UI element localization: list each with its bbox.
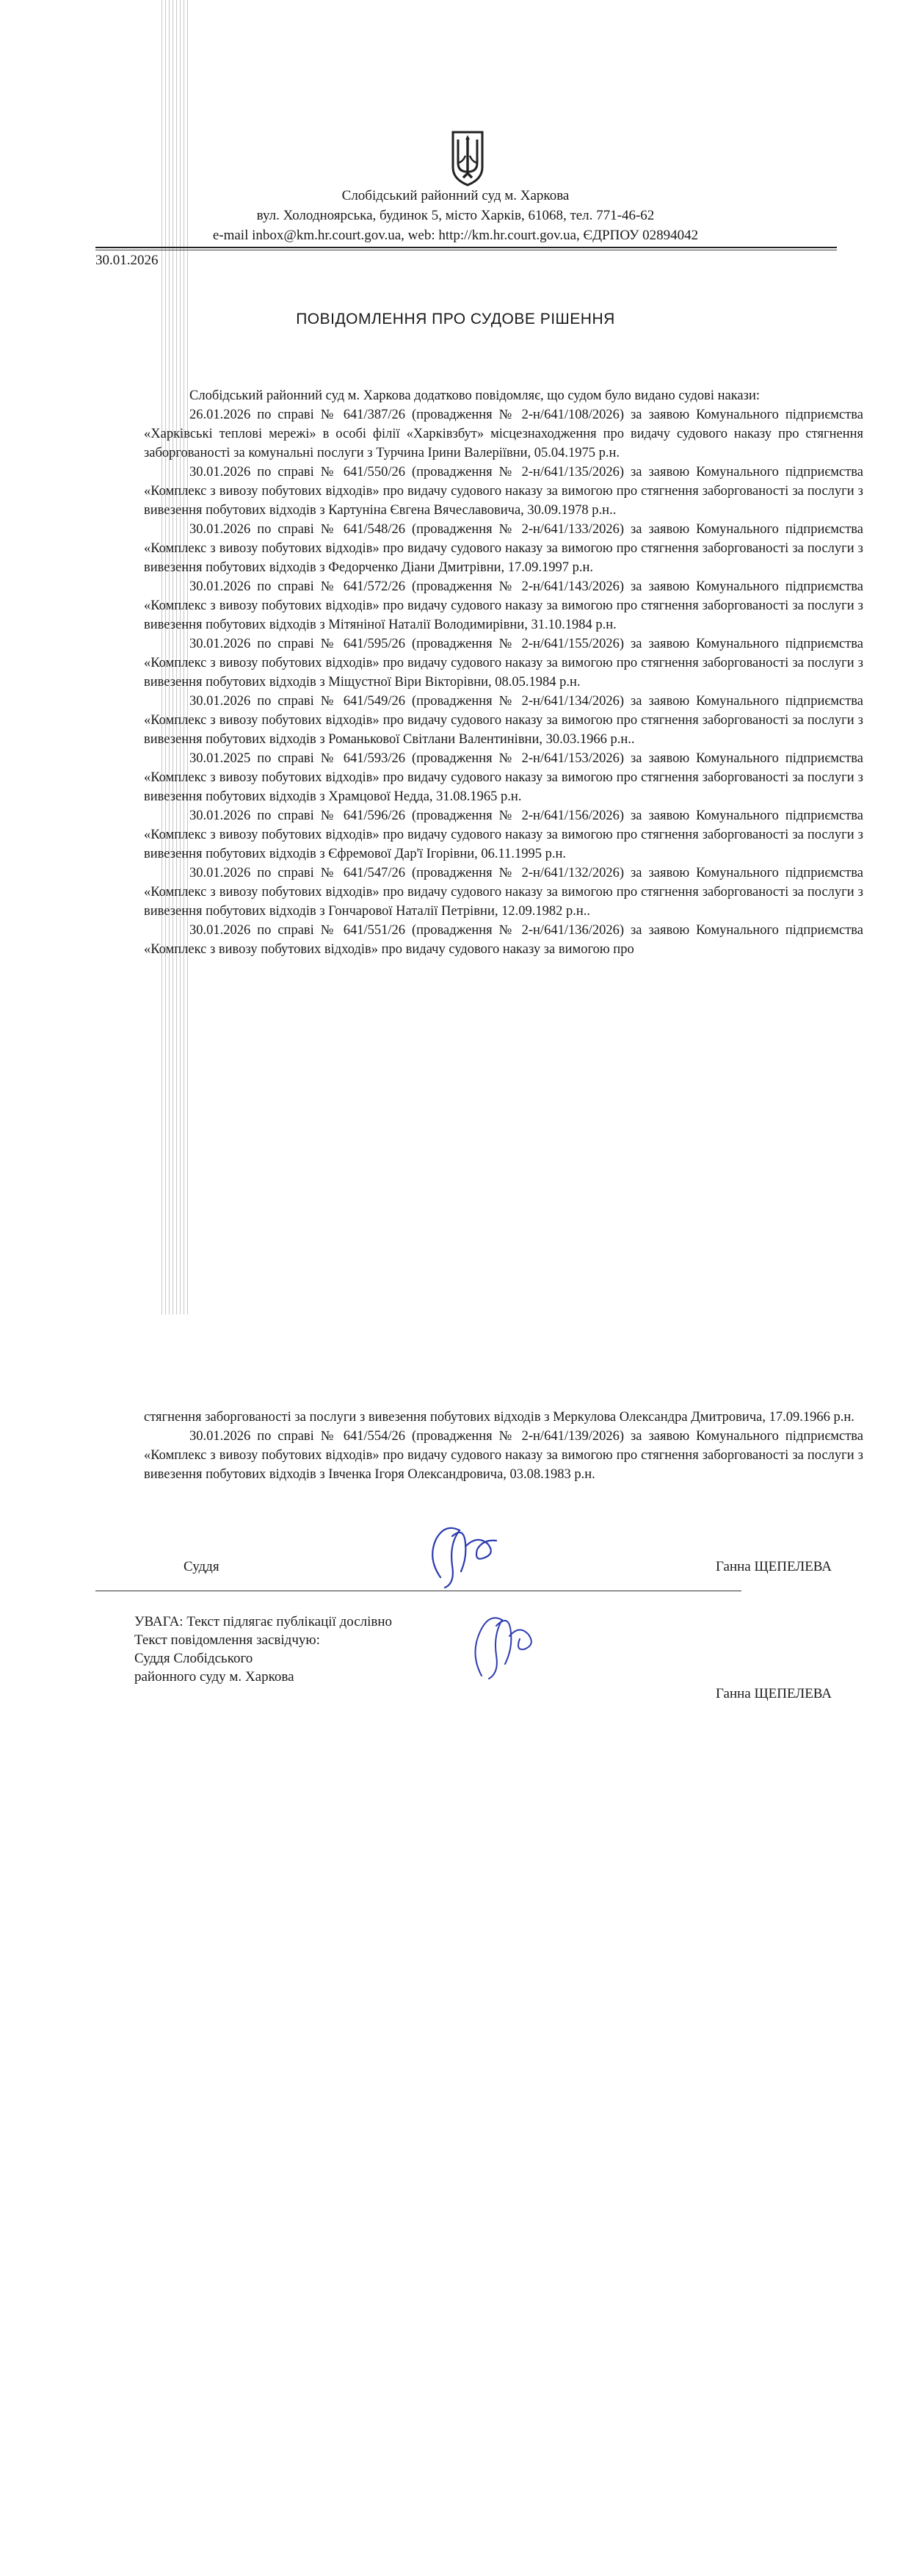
judge-name: Ганна ЩЕПЕЛЕВА <box>716 1559 832 1574</box>
certification-label: Текст повідомлення засвідчую: <box>134 1632 320 1648</box>
publication-warning: УВАГА: Текст підлягає публікації дослівно <box>134 1614 393 1629</box>
handwritten-signature <box>420 1514 508 1593</box>
order-entry: 30.01.2026 по справі № 641/549/26 (провадження № 2-н/641/134/2026) за заявою Комунального підприємства «Комплекс з вивозу побутових відходів» про видачу судового наказу за вимогою про стягнення заборгованості за послуги з вивезення побутових відходів з Романькової Світлани Валентинівни, 30.03.1966 р.н.. <box>144 694 863 747</box>
court-name: Слобідський районний суд м. Харкова <box>341 188 570 203</box>
order-entry: 30.01.2026 по справі № 641/596/26 (провадження № 2-н/641/156/2026) за заявою Комунального підприємства «Комплекс з вивозу побутових відходів» про видачу судового наказу за вимогою про стягнення заборгованості за послуги з вивезення побутових відходів з Єфремової Дар'ї Ігорівни, 06.11.1995 р.н. <box>144 808 863 861</box>
order-entry: 30.01.2026 по справі № 641/548/26 (провадження № 2-н/641/133/2026) за заявою Комунального підприємства «Комплекс з вивозу побутових відходів» про видачу судового наказу за вимогою про стягнення заборгованості за послуги з вивезення побутових відходів з Федорченко Діани Дмитрівни, 17.09.1997 р.н. <box>144 522 863 575</box>
document-date: 30.01.2026 <box>95 253 159 268</box>
document-title: ПОВІДОМЛЕННЯ ПРО СУДОВЕ РІШЕННЯ <box>296 311 615 328</box>
court-contacts: e-mail inbox@km.hr.court.gov.ua, web: http://km.hr.court.gov.ua, ЄДРПОУ 02894042 <box>212 228 699 243</box>
order-entry: 30.01.2026 по справі № 641/554/26 (провадження № 2-н/641/139/2026) за заявою Комунального підприємства «Комплекс з вивозу побутових відходів» про видачу судового наказу за вимогою про стягнення заборгованості за послуги з вивезення побутових відходів з Івченка Ігоря Олександровича, 03.08.1983 р.н. <box>144 1429 863 1482</box>
order-entry: 30.01.2026 по справі № 641/551/26 (провадження № 2-н/641/136/2026) за заявою Комунального підприємства «Комплекс з вивозу побутових відходів» про видачу судового наказу за вимогою про <box>144 923 863 957</box>
court-address: вул. Холодноярська, будинок 5, місто Харків, 61068, тел. 771-46-62 <box>256 208 655 223</box>
notice-body <box>144 386 863 959</box>
certifier-title-line2: районного суду м. Харкова <box>134 1669 294 1685</box>
handwritten-signature-certification <box>467 1602 540 1683</box>
intro-paragraph: Слобідський районний суд м. Харкова додатково повідомляє, що судом було видано судові накази: <box>189 388 760 403</box>
certifier-name: Ганна ЩЕПЕЛЕВА <box>716 1686 832 1701</box>
order-entry: 30.01.2026 по справі № 641/547/26 (провадження № 2-н/641/132/2026) за заявою Комунального підприємства «Комплекс з вивозу побутових відходів» про видачу судового наказу за вимогою про стягнення заборгованості за послуги з вивезення побутових відходів з Гончарової Наталії Петрівни, 12.09.1982 р.н.. <box>144 866 863 919</box>
coat-of-arms-icon <box>450 129 485 187</box>
judge-label: Суддя <box>184 1559 219 1574</box>
continuation-paragraph: стягнення заборгованості за послуги з вивезення побутових відходів з Меркулова Олександра Дмитровича, 17.09.1966 р.н. <box>144 1410 854 1425</box>
order-entry: 26.01.2026 по справі № 641/387/26 (провадження № 2-н/641/108/2026) за заявою Комунального підприємства «Харківські теплові мережі» в особі філії «Харківзбут» місцезнаходження про видачу судового наказу про стягнення заборгованості за комунальні послуги з Турчина Ірини Валеріївни, 05.04.1975 р.н. <box>144 408 863 460</box>
header-divider <box>95 247 837 248</box>
certification-block <box>134 1613 392 1686</box>
order-entry: 30.01.2026 по справі № 641/572/26 (провадження № 2-н/641/143/2026) за заявою Комунального підприємства «Комплекс з вивозу побутових відходів» про видачу судового наказу за вимогою про стягнення заборгованості за послуги з вивезення побутових відходів з Мітяніної Наталії Володимирівни, 31.10.1984 р.н. <box>144 579 863 632</box>
notice-body-continued <box>144 1408 863 1484</box>
order-entry: 30.01.2026 по справі № 641/550/26 (провадження № 2-н/641/135/2026) за заявою Комунального підприємства «Комплекс з вивозу побутових відходів» про видачу судового наказу за вимогою про стягнення заборгованості за послуги з вивезення побутових відходів з Картуніна Євгена Вячеславовича, 30.09.1978 р.н.. <box>144 465 863 518</box>
order-entry: 30.01.2025 по справі № 641/593/26 (провадження № 2-н/641/153/2026) за заявою Комунального підприємства «Комплекс з вивозу побутових відходів» про видачу судового наказу за вимогою про стягнення заборгованості за послуги з вивезення побутових відходів з Храмцової Недда, 31.08.1965 р.н. <box>144 751 863 804</box>
order-entry: 30.01.2026 по справі № 641/595/26 (провадження № 2-н/641/155/2026) за заявою Комунального підприємства «Комплекс з вивозу побутових відходів» про видачу судового наказу за вимогою про стягнення заборгованості за послуги з вивезення побутових відходів з Міщустної Віри Вікторівни, 08.05.1984 р.н. <box>144 637 863 690</box>
certifier-title-line1: Суддя Слобідського <box>134 1651 253 1666</box>
